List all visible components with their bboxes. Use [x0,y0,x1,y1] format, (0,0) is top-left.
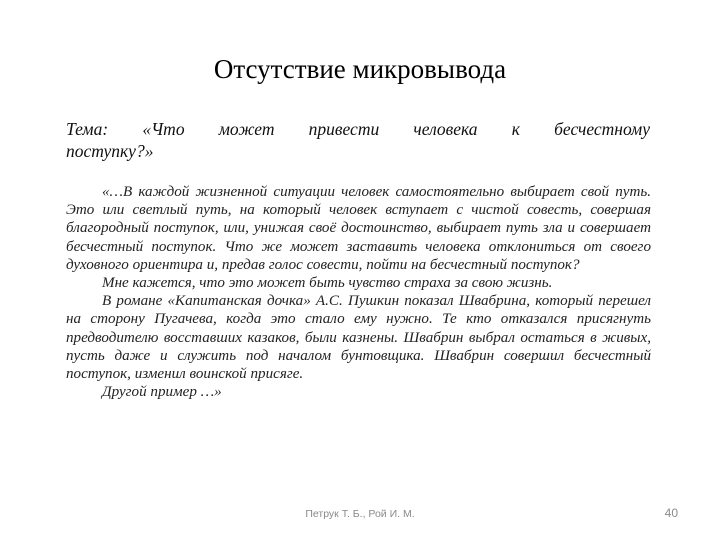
essay-paragraph-example: В романе «Капитанская дочка» А.С. Пушкин показал Швабрина, который перешел на сторону Пугачева, когда это стало ему нужно. Те кто отказался присягнуть предводителю восставших казаков, были казнены. Швабрин выбрал остаться в живых, пусть даже и служить под началом бунтовщика. Швабрин совершил бесчестный поступок, изменил воинской присяге. [66,293,651,383]
essay-body [66,183,651,401]
slide-page-number: 40 [664,506,678,520]
slide-title: Отсутствие микровывода [213,54,507,84]
essay-paragraph-thesis: Мне кажется, что это может быть чувство страха за свою жизнь. [102,275,553,292]
essay-topic-line-1: Тема: «Что может привести человека к бесчестному [66,119,650,139]
essay-paragraph-intro: «…В каждой жизненной ситуации человек самостоятельно выбирает свой путь. Это или светлый путь, на который человек вступает с чистой совесть, совершая благородный поступок, или, унижая своё достоинство, выбирает путь зла и совершает бесчестный поступок. Что же может заставить человека отклониться от своего духовного ориентира и, предав голос совести, пойти на бесчестный поступок? [66,184,651,273]
essay-topic-line-2: поступку?» [66,141,154,161]
essay-topic [66,118,650,162]
slide-footer-authors: Петрук Т. Б., Рой И. М. [305,508,415,520]
essay-paragraph-next-example: Другой пример …» [102,384,222,401]
